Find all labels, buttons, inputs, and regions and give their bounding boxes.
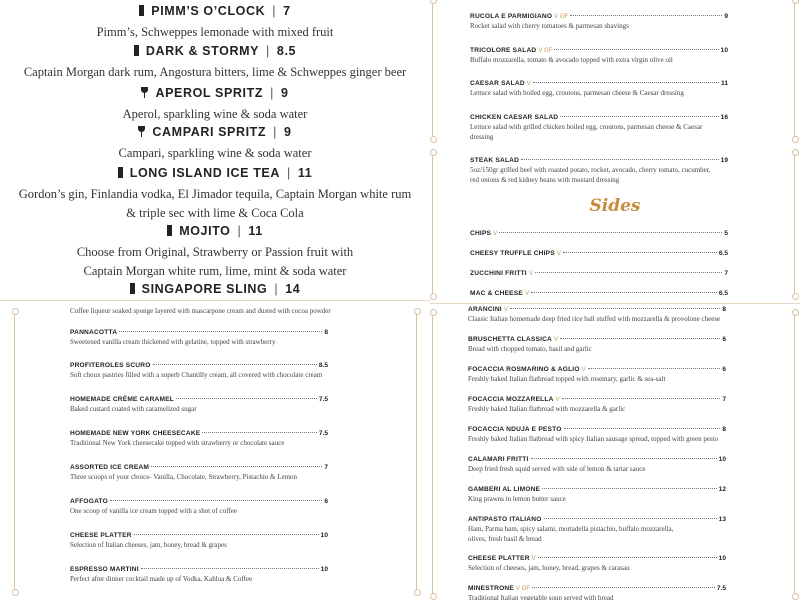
cocktail-price: 8.5 — [276, 44, 297, 58]
cocktail-name: APEROL SPRITZ — [155, 86, 264, 100]
description-line: Deep fried fresh squid served with side of lemon & tartar sauce — [468, 465, 646, 473]
starter-item — [468, 426, 726, 444]
item-price: 8.5 — [318, 362, 328, 369]
item-name: PROFITEROLES SCURO — [70, 362, 151, 369]
description-line: Freshly baked Italian flatbread with spicy Italian sausage spread, topped with green pesto — [468, 435, 719, 443]
dessert-item — [70, 430, 328, 448]
salad-item — [470, 80, 728, 98]
description-line: Soft choux pastries filled with a superb Chantilly cream, all covered with chocolate cream — [70, 371, 323, 379]
salad-item — [470, 47, 728, 65]
dietary-tag: V — [554, 337, 559, 343]
dessert-item — [70, 566, 328, 584]
item-description — [468, 494, 726, 504]
dessert-item — [70, 464, 328, 482]
item-description — [70, 404, 328, 414]
item-name: AFFOGATO — [70, 498, 108, 505]
item-description — [70, 472, 328, 482]
bottle-icon — [139, 5, 144, 16]
dot-leader — [560, 116, 718, 117]
item-description — [470, 122, 728, 142]
item-name: RUCOLA E PARMIGIANO — [470, 13, 553, 20]
item-name: CALAMARI FRITTI — [468, 456, 529, 463]
item-row — [468, 306, 726, 313]
item-row — [470, 230, 728, 237]
description-line: Three scoops of your choice- Vanilla, Chocolate, Strawberry, Pistachio & Lemon — [70, 473, 298, 481]
item-row — [470, 80, 728, 87]
cocktail-heading — [0, 282, 430, 296]
sides-heading: Sides — [589, 196, 641, 216]
dot-leader — [560, 338, 720, 339]
item-name: CHIPS — [470, 230, 492, 237]
description-line: & triple sec with lime & Coca Cola — [126, 206, 304, 220]
dessert-item — [70, 362, 328, 380]
item-price: 7 — [324, 464, 328, 471]
item-name: ZUCCHINI FRITTI — [470, 270, 527, 277]
item-description — [470, 21, 728, 31]
dot-leader — [499, 232, 722, 233]
item-row — [70, 498, 328, 505]
item-name: CHEESE PLATTER — [70, 532, 132, 539]
dot-leader — [554, 49, 718, 50]
cocktail-name: LONG ISLAND ICE TEA — [129, 166, 280, 180]
cocktail-price: 11 — [248, 224, 263, 238]
dessert-item — [70, 396, 328, 414]
item-price: 7.5 — [716, 585, 726, 592]
dot-leader — [538, 557, 717, 558]
cocktail-heading — [0, 224, 430, 238]
cocktail-price: 9 — [284, 125, 292, 139]
dietary-tag: V GF — [554, 14, 569, 20]
dietary-tag: V — [524, 291, 529, 297]
item-name: FOCACCIA ROSMARINO & AGLIO — [468, 366, 580, 373]
item-price: 6 — [324, 498, 328, 505]
description-line: One scoop of vanilla ice cream topped with a shot of coffee — [70, 507, 237, 515]
item-name: FOCACCIA NDUJA E PESTO — [468, 426, 562, 433]
item-name: CAESAR SALAD — [470, 80, 525, 87]
description-line: Traditional Italian vegetable soup served with bread — [468, 594, 614, 600]
item-row — [468, 426, 726, 433]
price-separator: | — [272, 4, 277, 18]
item-name: MINESTRONE — [468, 585, 514, 592]
item-name: GAMBERI AL LIMONE — [468, 486, 541, 493]
item-name: CHEESY TRUFFLE CHIPS — [470, 250, 555, 257]
description-line: olives, fresh basil & bread — [468, 535, 542, 543]
item-name: HOMEMADE NEW YORK CHEESECAKE — [70, 430, 201, 437]
item-price: 10 — [320, 566, 328, 573]
item-row — [470, 114, 728, 121]
item-price: 19 — [720, 157, 728, 164]
cocktail-description — [0, 144, 430, 163]
dot-leader — [531, 458, 717, 459]
bottle-icon — [167, 225, 172, 236]
dot-leader — [544, 518, 717, 519]
description-line: Rocket salad with cherry tomatoes & parmesan shavings — [470, 22, 629, 30]
description-line: Perfect after dinner cocktail made up of Vodka, Kahlua & Coffee — [70, 575, 253, 583]
item-price: 12 — [718, 486, 726, 493]
description-line: Sweetened vanilla cream thickened with gelatine, topped with strawberry — [70, 338, 276, 346]
starter-item — [468, 456, 726, 474]
description-line: Classic Italian homemade deep fried rice ball stuffed with mozzarella & provolone cheese — [468, 315, 721, 323]
cocktail-description — [0, 243, 430, 281]
description-line: Freshly baked Italian flatbread topped with rosemary, garlic & sea-salt — [468, 375, 666, 383]
side-item — [470, 250, 728, 257]
cocktail-heading — [0, 44, 430, 58]
item-name: ANTIPASTO ITALIANO — [468, 516, 542, 523]
item-description — [470, 88, 728, 98]
item-price: 6.5 — [718, 290, 728, 297]
cocktail-item — [0, 125, 430, 163]
item-row — [468, 516, 726, 523]
cocktail-item — [0, 44, 430, 82]
item-row — [70, 566, 328, 573]
price-separator: | — [274, 282, 279, 296]
item-price: 7 — [724, 270, 728, 277]
item-price: 6.5 — [718, 250, 728, 257]
item-price: 6 — [722, 366, 726, 373]
description-line: Bread with chopped tomato, basil and garlic — [468, 345, 592, 353]
item-description — [468, 593, 726, 600]
cocktail-name: CAMPARI SPRITZ — [152, 125, 267, 139]
dietary-tag: V GF — [515, 586, 530, 592]
item-price: 6 — [722, 336, 726, 343]
item-description — [470, 55, 728, 65]
description-line: King prawns in lemon butter sauce — [468, 495, 566, 503]
item-price: 8 — [324, 329, 328, 336]
dot-leader — [134, 534, 319, 535]
price-separator: | — [270, 86, 274, 100]
gold-rule-right-lower — [794, 152, 795, 297]
description-line: Ham, Parma ham, spicy salami, mortadella pistachio, buffalo mozzarella, — [468, 525, 674, 533]
dot-leader — [151, 466, 322, 467]
price-separator: | — [287, 166, 291, 180]
description-line: Buffalo mozzarella, tomato & avocado topped with extra virgin olive oil — [470, 56, 673, 64]
gold-rule-right — [794, 312, 795, 597]
item-price: 10 — [720, 47, 728, 54]
item-row — [70, 464, 328, 471]
description-line: Gordon’s gin, Finlandia vodka, El Jimador tequila, Captain Morgan white rum — [18, 187, 412, 201]
dot-leader — [535, 272, 722, 273]
item-description — [468, 434, 726, 444]
item-description — [468, 404, 726, 414]
dietary-tag: V — [581, 367, 586, 373]
item-price: 9 — [724, 13, 728, 20]
item-row — [470, 270, 728, 277]
dessert-item — [70, 498, 328, 516]
cocktail-description — [0, 105, 430, 124]
dot-leader — [533, 82, 719, 83]
cocktail-item — [0, 224, 430, 281]
description-line: Lettuce salad with grilled chicken boiled egg, croutons, parmesan cheese & Caesar — [470, 123, 703, 131]
dietary-tag: V — [556, 251, 561, 257]
dot-leader — [141, 568, 319, 569]
item-price: 5 — [724, 230, 728, 237]
gold-rule-right — [416, 311, 417, 593]
dietary-tag: V — [493, 231, 498, 237]
description-line: Freshly baked Italian flatbread with mozzarella & garlic — [468, 405, 626, 413]
item-name: TRICOLORE SALAD — [470, 47, 537, 54]
bottle-icon — [134, 45, 139, 56]
wine-glass-icon — [138, 126, 145, 137]
dietary-tag: V — [526, 81, 531, 87]
cocktail-item — [0, 166, 430, 223]
cocktail-price: 14 — [285, 282, 301, 296]
description-line: Traditional New York cheesecake topped with strawberry or chocolate sauce — [70, 439, 285, 447]
item-description — [468, 563, 726, 573]
dietary-tag: V — [503, 307, 508, 313]
cocktail-price: 7 — [283, 4, 291, 18]
description-line: Lettuce salad with boiled egg, croutons, parmesan cheese & Caesar dressing — [470, 89, 684, 97]
item-row — [468, 585, 726, 592]
item-price: 13 — [718, 516, 726, 523]
dietary-tag: V — [531, 556, 536, 562]
cocktail-item — [0, 86, 430, 124]
cocktail-item — [0, 4, 430, 42]
item-row — [470, 13, 728, 20]
cocktail-heading — [0, 125, 430, 139]
item-price: 10 — [320, 532, 328, 539]
price-separator: | — [273, 125, 278, 139]
gold-rule-left — [14, 311, 15, 593]
item-price: 16 — [720, 114, 728, 121]
item-name: CHEESE PLATTER — [468, 555, 530, 562]
item-name: ASSORTED ICE CREAM — [70, 464, 150, 471]
price-separator: | — [237, 224, 242, 238]
item-description — [468, 344, 726, 354]
cocktail-description — [0, 23, 430, 42]
dot-leader — [563, 252, 717, 253]
salad-item — [470, 157, 728, 185]
item-row — [470, 47, 728, 54]
description-line: Selection of Italian cheeses, jam, honey, bread & grapes — [70, 541, 227, 549]
item-row — [70, 430, 328, 437]
item-description — [70, 506, 328, 516]
item-description — [468, 464, 726, 474]
item-price: 8 — [722, 426, 726, 433]
dot-leader — [532, 587, 715, 588]
item-name: PANNACOTTA — [70, 329, 118, 336]
gold-rule-left — [432, 312, 433, 597]
item-name: FOCACCIA MOZZARELLA — [468, 396, 554, 403]
cocktail-name: PIMM’S O’CLOCK — [151, 4, 266, 18]
item-name: CHICKEN CAESAR SALAD — [470, 114, 559, 121]
bottle-icon — [130, 283, 135, 294]
item-description — [468, 314, 726, 324]
starter-item — [468, 366, 726, 384]
dietary-tag: V — [555, 397, 560, 403]
cocktails-panel — [0, 0, 430, 300]
item-price: 7.5 — [318, 396, 328, 403]
starter-item — [468, 336, 726, 354]
description-line: Campari, sparkling wine & soda water — [118, 146, 312, 160]
item-row — [468, 366, 726, 373]
starter-item — [468, 486, 726, 504]
item-price: 7 — [722, 396, 726, 403]
dot-leader — [562, 398, 721, 399]
item-description — [70, 337, 328, 347]
item-row — [470, 157, 728, 164]
dot-leader — [176, 398, 317, 399]
starter-item — [468, 585, 726, 600]
starter-item — [468, 555, 726, 573]
dessert-item — [70, 329, 328, 347]
item-name: HOMEMADE CRÈME CARAMEL — [70, 396, 175, 403]
dot-leader — [202, 432, 316, 433]
dot-leader — [542, 488, 716, 489]
cocktail-description — [0, 185, 430, 223]
item-description — [470, 165, 728, 185]
wine-glass-icon — [141, 87, 148, 98]
item-row — [70, 329, 328, 336]
item-row — [468, 555, 726, 562]
dietary-tag: V — [528, 271, 533, 277]
cocktail-heading — [0, 4, 430, 18]
cocktail-price: 9 — [280, 86, 289, 100]
dot-leader — [119, 331, 322, 332]
description-line: dressing — [470, 133, 494, 141]
item-price: 10 — [718, 456, 726, 463]
dot-leader — [521, 159, 719, 160]
description-line: Pimm’s, Schweppes lemonade with mixed fruit — [96, 25, 334, 39]
description-line: red onions & red kidney beans with mustard dressing — [470, 176, 620, 184]
item-name: ARANCINI — [468, 306, 502, 313]
cocktail-heading — [0, 86, 430, 100]
item-price: 11 — [721, 80, 728, 87]
description-line: Aperol, sparkling wine & soda water — [122, 107, 308, 121]
gold-rule-left-lower — [432, 152, 433, 297]
description-line: Choose from Original, Strawberry or Passion fruit with — [76, 245, 354, 259]
item-description — [468, 374, 726, 384]
item-row — [468, 456, 726, 463]
item-description — [70, 370, 328, 380]
description-line: Baked custard coated with caramelized sugar — [70, 405, 197, 413]
description-line: Captain Morgan dark rum, Angostura bitters, lime & Schweppes ginger beer — [23, 65, 407, 79]
item-row — [70, 362, 328, 369]
cocktail-description — [0, 63, 430, 82]
item-description — [70, 574, 328, 584]
salad-item — [470, 13, 728, 31]
starter-item — [468, 396, 726, 414]
desserts-intro-text: Coffee liqueur soaked sponge layered with mascarpone cream and dusted with cocoa powder — [70, 307, 331, 315]
starter-item — [468, 516, 726, 544]
description-line: Captain Morgan white rum, lime, mint & soda water — [83, 264, 347, 278]
starters-panel — [430, 303, 800, 600]
cocktail-name: DARK & STORMY — [145, 44, 260, 58]
dot-leader — [531, 292, 717, 293]
item-description — [70, 540, 328, 550]
item-row — [70, 532, 328, 539]
starter-item — [468, 306, 726, 324]
bottle-icon — [118, 167, 123, 178]
item-description — [70, 438, 328, 448]
item-price: 7.5 — [318, 430, 328, 437]
dot-leader — [570, 15, 722, 16]
item-row — [468, 486, 726, 493]
dessert-item — [70, 532, 328, 550]
item-description — [468, 524, 726, 544]
item-row — [70, 396, 328, 403]
cocktail-name: SINGAPORE SLING — [141, 282, 268, 296]
price-separator: | — [266, 44, 270, 58]
dot-leader — [564, 428, 721, 429]
side-item — [470, 270, 728, 277]
item-row — [470, 290, 728, 297]
item-name: MAC & CHEESE — [470, 290, 523, 297]
gold-rule-right — [794, 0, 795, 140]
item-row — [470, 250, 728, 257]
dietary-tag: V GF — [538, 48, 553, 54]
item-name: STEAK SALAD — [470, 157, 520, 164]
dot-leader — [510, 308, 720, 309]
item-row — [468, 396, 726, 403]
cocktail-price: 11 — [297, 166, 313, 180]
description-line: Selection of cheeses, jam, honey, bread, grapes & carasau — [468, 564, 630, 572]
dot-leader — [110, 500, 322, 501]
cocktail-heading — [0, 166, 430, 180]
item-name: ESPRESSO MARTINI — [70, 566, 139, 573]
side-item — [470, 290, 728, 297]
salad-item — [470, 114, 728, 142]
cocktail-item — [0, 282, 430, 296]
cocktail-name: MOJITO — [179, 224, 231, 238]
salads-panel — [430, 0, 800, 303]
dot-leader — [153, 364, 317, 365]
item-price: 10 — [718, 555, 726, 562]
item-name: BRUSCHETTA CLASSICA — [468, 336, 553, 343]
item-price: 8 — [722, 306, 726, 313]
desserts-panel — [0, 300, 430, 600]
side-item — [470, 230, 728, 237]
description-line: 5oz/150gr grilled beef with roasted potato, rocket, avocado, cherry tomato, cucumber, — [470, 166, 711, 174]
item-row — [468, 336, 726, 343]
gold-rule-left — [432, 0, 433, 140]
dot-leader — [588, 368, 721, 369]
